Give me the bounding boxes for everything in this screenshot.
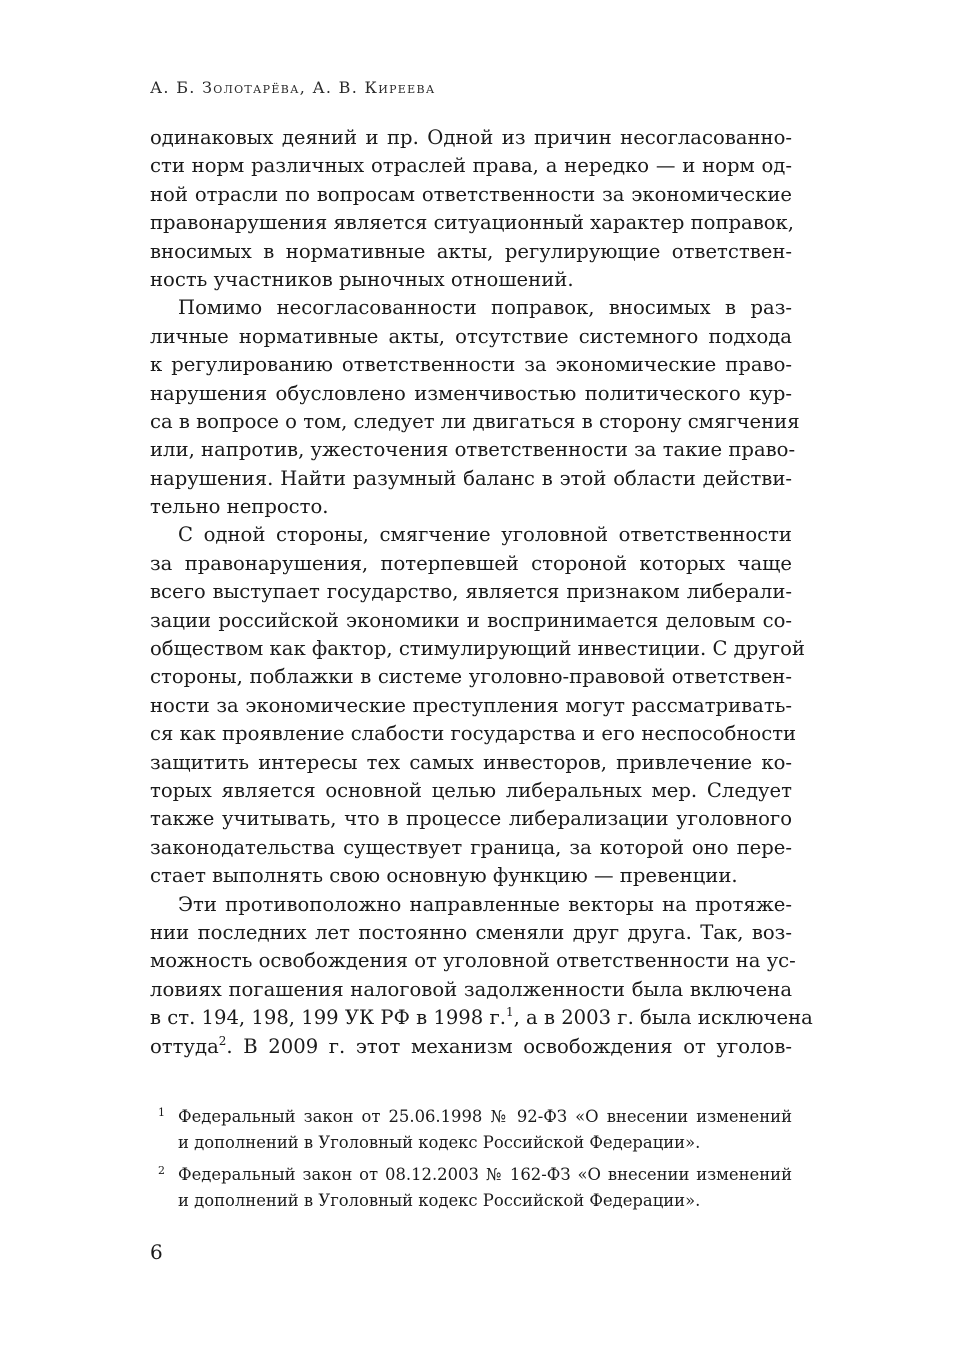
text-line: одинаковых деяний и пр. Одной из причин несогласованно- <box>150 126 792 149</box>
text-line: личные нормативные акты, отсутствие системного подхода <box>150 324 792 348</box>
text-line: С одной стороны, смягчение уголовной ответственности <box>178 523 792 547</box>
text-fragment: , а в 2003 г. была исключена <box>513 1006 813 1030</box>
text-line: сти норм различных отраслей права, а нередко — и норм од- <box>150 154 792 178</box>
text-line: ность участников рыночных отношений. <box>150 267 574 291</box>
footnotes <box>150 1104 792 1220</box>
text-line: правонарушения является ситуационный характер поправок, <box>150 211 795 235</box>
text-line: стает выполнять свою основную функцию — превенции. <box>150 864 738 888</box>
footnote-line <box>150 1162 792 1188</box>
text-line: ся как проявление слабости государства и его неспособности <box>150 722 797 746</box>
footnote-line: и дополнений в Уголовный кодекс Российской Федерации». <box>178 1133 701 1152</box>
text-line: всего выступает государство, является признаком либерали- <box>150 580 792 604</box>
text-line: нии последних лет постоянно сменяли друг друга. Так, воз- <box>150 920 792 944</box>
text-line: ности за экономические преступления могут рассматривать- <box>150 693 792 717</box>
text-line: Помимо несогласованности поправок, вносимых в раз- <box>178 296 792 320</box>
running-head: А. Б. Золотарёва, А. В. Киреева <box>150 78 436 97</box>
footnote-ref[interactable]: 2 <box>218 1033 227 1048</box>
text-line: вносимых в нормативные акты, регулирующие ответствен- <box>150 239 792 263</box>
text-line <box>150 1004 813 1032</box>
text-line: к регулированию ответственности за экономические право- <box>150 353 792 377</box>
text-line: защитить интересы тех самых инвесторов, привлечение ко- <box>150 750 792 774</box>
footnote-marker: 1 <box>158 1106 165 1119</box>
text-line: можность освобождения от уголовной ответственности на ус- <box>150 949 796 973</box>
text-line: тельно непросто. <box>150 495 329 519</box>
text-line: зации российской экономики и воспринимается деловым со- <box>150 608 792 632</box>
text-line: торых является основной целью либеральных мер. Следует <box>150 778 792 802</box>
footnote-marker: 2 <box>158 1164 165 1177</box>
text-line <box>150 1033 792 1061</box>
footnote-ref[interactable]: 1 <box>505 1005 514 1020</box>
footnote <box>150 1162 792 1214</box>
text-line: за правонарушения, потерпевшей стороной которых чаще <box>150 551 792 575</box>
text-line: ловиях погашения налоговой задолженности была включена <box>150 977 792 1001</box>
page-number: 6 <box>150 1240 163 1264</box>
text-line: обществом как фактор, стимулирующий инвестиции. С другой <box>150 637 805 661</box>
text-fragment: оттуда <box>150 1034 219 1058</box>
footnote-line <box>150 1104 792 1130</box>
footnote-text: Федеральный закон от 08.12.2003 № 162-ФЗ «О внесении изменений <box>178 1165 792 1184</box>
text-line: ной отрасли по вопросам ответственности за экономические <box>150 182 792 206</box>
text-line: Эти противоположно направленные векторы на протяже- <box>178 892 792 916</box>
footnote-text: Федеральный закон от 25.06.1998 № 92-ФЗ «О внесении изменений <box>178 1107 792 1126</box>
text-line: законодательства существует граница, за которой оно пере- <box>150 835 792 859</box>
text-line: нарушения обусловлено изменчивостью политического кур- <box>150 381 792 405</box>
text-fragment: в ст. 194, 198, 199 УК РФ в 1998 г. <box>150 1006 506 1030</box>
body-text <box>150 124 813 1061</box>
text-line: са в вопросе о том, следует ли двигаться в сторону смягчения <box>150 409 800 433</box>
text-line: также учитывать, что в процессе либерализации уголовного <box>150 807 792 831</box>
footnote <box>150 1104 792 1156</box>
text-line: стороны, поблажки в системе уголовно-правовой ответствен- <box>150 665 792 689</box>
text-fragment: . В 2009 г. этот механизм освобождения от уголов- <box>226 1034 792 1058</box>
text-line: или, напротив, ужесточения ответственности за такие право- <box>150 438 796 462</box>
footnote-line: и дополнений в Уголовный кодекс Российской Федерации». <box>178 1191 701 1210</box>
text-line: нарушения. Найти разумный баланс в этой области действи- <box>150 466 792 490</box>
